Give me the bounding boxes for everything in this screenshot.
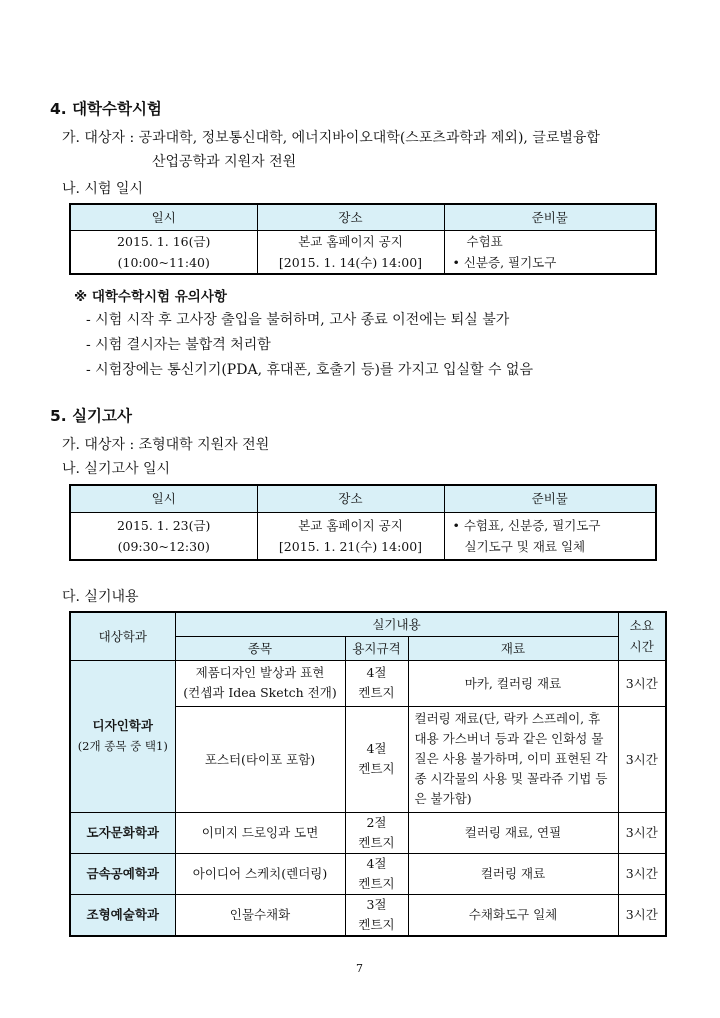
note-item: - 시험 결시자는 불합격 처리함 <box>86 337 271 353</box>
row-material: 마카, 컬러링 재료 <box>408 660 618 706</box>
exam-place: 본교 홈페이지 공지 <box>298 233 403 249</box>
practical-item-2: 실기도구 및 재료 일체 <box>464 538 586 554</box>
row-material: 수채화도구 일체 <box>408 894 618 936</box>
practical-place-cell <box>257 512 444 560</box>
row-paper: 3절 켄트지 <box>345 894 408 936</box>
header-dept: 대상학과 <box>70 612 175 660</box>
practical-date-cell <box>70 512 257 560</box>
exam-date-cell <box>70 230 257 274</box>
dept-design-name: 디자인학과 <box>92 718 153 733</box>
note-item: - 시험 시작 후 고사장 출입을 불허하며, 고사 종료 이전에는 퇴실 불가 <box>86 312 510 328</box>
dept-metal-craft: 금속공예학과 <box>70 853 175 894</box>
section5-heading: 5. 실기고사 <box>50 407 132 425</box>
row-item: 인물수채화 <box>175 894 345 936</box>
section4-heading: 4. 대학수학시험 <box>50 100 162 118</box>
row-time: 3시간 <box>618 853 666 894</box>
row-paper: 2절 켄트지 <box>345 812 408 853</box>
practical-schedule-table <box>69 484 657 561</box>
note-item: - 시험장에는 통신기기(PDA, 휴대폰, 호출기 등)를 가지고 입실할 수 없음 <box>86 362 533 378</box>
practical-time: (09:30~12:30) <box>117 538 210 554</box>
header-time-line1: 소요 <box>629 618 654 634</box>
exam-items-cell <box>444 230 656 274</box>
practical-content-table <box>69 611 667 937</box>
section5-target: 가. 대상자 : 조형대학 지원자 전원 <box>62 437 270 453</box>
practical-date: 2015. 1. 23(금) <box>117 517 211 533</box>
exam-place-date: [2015. 1. 14(수) 14:00] <box>278 254 423 270</box>
row-item: 아이디어 스케치(렌더링) <box>175 853 345 894</box>
section4-target-line1: 가. 대상자 : 공과대학, 정보통신대학, 에너지바이오대학(스포츠과학과 제외), 글로벌융합 <box>62 130 600 146</box>
section4-schedule-label: 나. 시험 일시 <box>62 181 143 197</box>
row-item: 이미지 드로잉과 도면 <box>175 812 345 853</box>
page-number: 7 <box>356 962 363 975</box>
row-material: 컬러링 재료 <box>408 853 618 894</box>
dept-fine-arts: 조형예술학과 <box>70 894 175 936</box>
notes-title: ※ 대학수학시험 유의사항 <box>74 289 227 305</box>
header-time <box>618 612 666 660</box>
practical-place: 본교 홈페이지 공지 <box>298 517 403 533</box>
row-time: 3시간 <box>618 812 666 853</box>
header-item: 종목 <box>175 636 345 660</box>
row-item: 제품디자인 발상과 표현 (컨셉과 Idea Sketch 전개) <box>175 660 345 706</box>
row-time: 3시간 <box>618 894 666 936</box>
row-item: 포스터(타이포 포함) <box>175 706 345 812</box>
col-header-items: 준비물 <box>444 485 656 512</box>
exam-schedule-table <box>69 203 657 275</box>
row-paper: 4절 켄트지 <box>345 660 408 706</box>
dept-design <box>70 660 175 812</box>
exam-place-cell <box>257 230 444 274</box>
col-header-date: 일시 <box>70 485 257 512</box>
exam-date: 2015. 1. 16(금) <box>117 233 211 249</box>
row-paper: 4절 켄트지 <box>345 853 408 894</box>
section5-content-label: 다. 실기내용 <box>62 589 139 605</box>
col-header-place: 장소 <box>257 485 444 512</box>
practical-items-cell <box>444 512 656 560</box>
row-paper: 4절 켄트지 <box>345 706 408 812</box>
row-time: 3시간 <box>618 706 666 812</box>
practical-item-1: • 수험표, 신분증, 필기도구 <box>452 517 601 533</box>
exam-item-1: 수험표 <box>466 233 503 249</box>
row-material: 컬러링 재료(단, 락카 스프레이, 휴대용 가스버너 등과 같은 인화성 물질은 사용 불가하며, 이미 표현된 각종 시각물의 사용 및 꼴라쥬 기법 등은 불가함) <box>408 706 618 812</box>
section4-target-line2: 산업공학과 지원자 전원 <box>152 154 297 170</box>
header-paper: 용지규격 <box>345 636 408 660</box>
header-time-line2: 시간 <box>629 639 654 655</box>
section5-schedule-label: 나. 실기고사 일시 <box>62 461 171 477</box>
header-content: 실기내용 <box>175 612 618 636</box>
row-material: 컬러링 재료, 연필 <box>408 812 618 853</box>
exam-time: (10:00~11:40) <box>117 254 210 270</box>
col-header-date: 일시 <box>70 204 257 230</box>
dept-design-note: (2개 종목 중 택1) <box>77 739 168 753</box>
col-header-place: 장소 <box>257 204 444 230</box>
col-header-items: 준비물 <box>444 204 656 230</box>
row-time: 3시간 <box>618 660 666 706</box>
exam-item-2: • 신분증, 필기도구 <box>452 254 557 270</box>
dept-ceramics: 도자문화학과 <box>70 812 175 853</box>
practical-place-date: [2015. 1. 21(수) 14:00] <box>278 538 423 554</box>
header-material: 재료 <box>408 636 618 660</box>
